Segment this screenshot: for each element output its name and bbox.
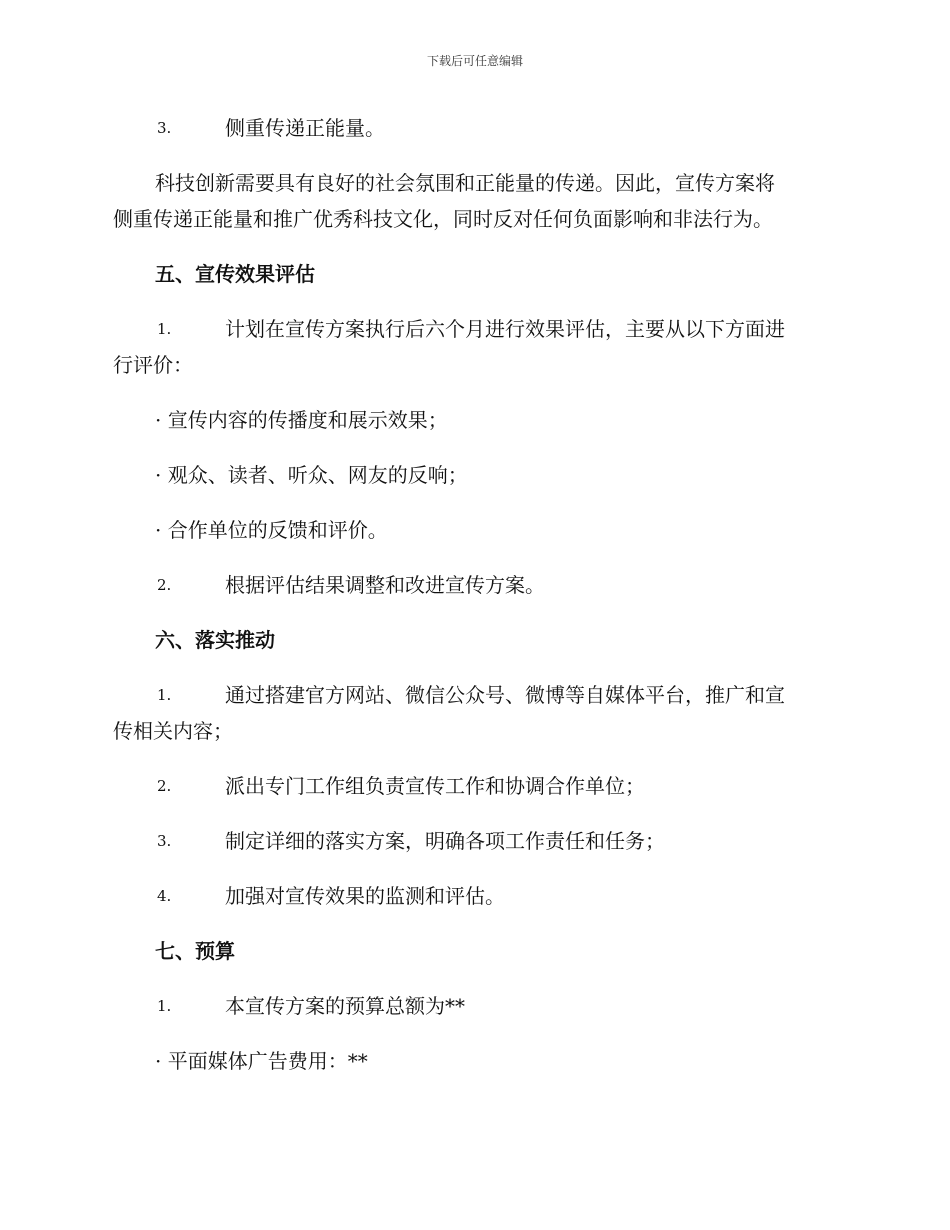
list-item [113, 823, 835, 859]
list-number: 1. [157, 997, 172, 1015]
list-text: 加强对宣传效果的监测和评估。 [225, 884, 505, 908]
list-text-continued: 行评价： [113, 353, 193, 377]
list-item [113, 110, 835, 146]
list-number: 1. [157, 686, 172, 704]
section-heading: 五、宣传效果评估 [155, 262, 315, 286]
list-text: 计划在宣传方案执行后六个月进行效果评估，主要从以下方面进 [225, 317, 785, 341]
section-heading: 六、落实推动 [155, 628, 275, 652]
list-text: 侧重传递正能量。 [225, 116, 385, 140]
list-text: 通过搭建官方网站、微信公众号、微博等自媒体平台，推广和宣 [225, 683, 785, 707]
list-number: 3. [157, 119, 172, 137]
paragraph-line: 侧重传递正能量和推广优秀科技文化，同时反对任何负面影响和非法行为。 [113, 207, 773, 231]
bullet-item: · 合作单位的反馈和评价。 [155, 518, 388, 542]
list-item [113, 878, 835, 914]
list-text-continued: 传相关内容； [113, 719, 233, 743]
page-header: 下载后可任意编辑 [426, 54, 523, 68]
list-number: 1. [157, 320, 172, 338]
list-item [113, 768, 835, 804]
list-text: 本宣传方案的预算总额为** [225, 994, 465, 1018]
section-heading: 七、预算 [155, 939, 235, 963]
paragraph [113, 165, 835, 237]
list-number: 4. [157, 887, 172, 905]
list-text: 制定详细的落实方案，明确各项工作责任和任务； [225, 829, 665, 853]
bullet-item: · 宣传内容的传播度和展示效果； [155, 408, 448, 432]
document-body [113, 110, 835, 1098]
list-item [113, 567, 835, 603]
list-text: 派出专门工作组负责宣传工作和协调合作单位； [225, 774, 645, 798]
list-number: 2. [157, 576, 172, 594]
paragraph-line: 科技创新需要具有良好的社会氛围和正能量的传递。因此，宣传方案将 [155, 171, 775, 195]
list-item [113, 677, 835, 749]
list-text: 根据评估结果调整和改进宣传方案。 [225, 573, 545, 597]
list-item [113, 311, 835, 383]
bullet-item: · 观众、读者、听众、网友的反响； [155, 463, 468, 487]
list-number: 3. [157, 832, 172, 850]
bullet-item: · 平面媒体广告费用：** [155, 1049, 368, 1073]
list-number: 2. [157, 777, 172, 795]
list-item [113, 988, 835, 1024]
